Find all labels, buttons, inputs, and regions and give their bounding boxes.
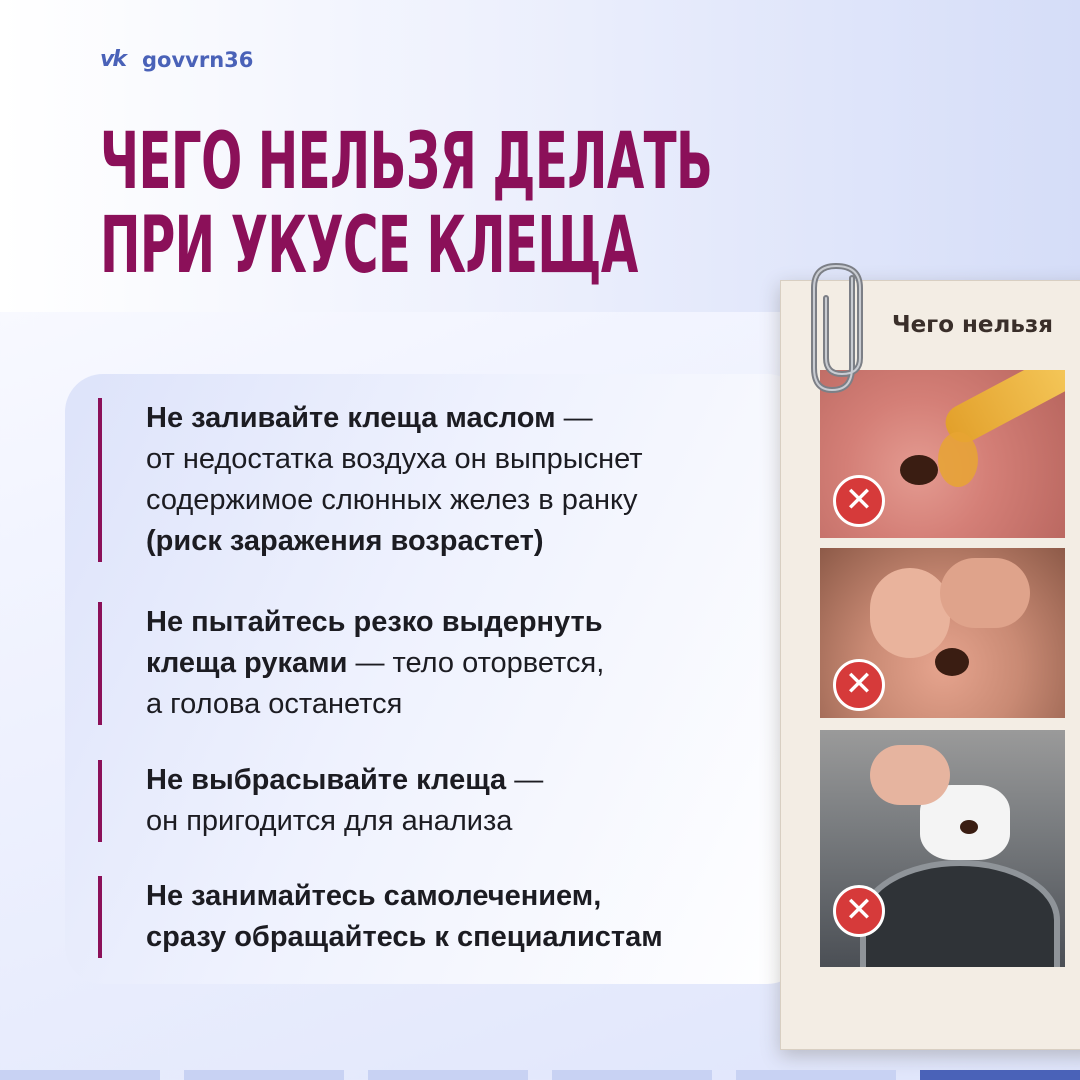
cross-icon: ✕ (833, 475, 885, 527)
tip-pull: Не пытайтесь резко выдернуть клеща руками — тело оторвется, а голова останется (98, 602, 768, 725)
tip-pull-title-2: клеща руками (146, 647, 348, 679)
tip-oil-title: Не заливайте клеща маслом (146, 402, 556, 434)
title-line-1: ЧЕГО НЕЛЬЗЯ ДЕЛАТЬ (100, 117, 713, 207)
slide-dot[interactable] (552, 1070, 712, 1080)
tip-discard-title: Не выбрасывайте клеща (146, 764, 507, 796)
brand[interactable] (100, 48, 253, 72)
cross-icon: ✕ (833, 659, 885, 711)
tip-oil-line-3: содержимое слюнных желез в ранку (146, 484, 638, 516)
vk-logo-icon: vk (100, 47, 125, 72)
brand-name: govvrn36 (142, 48, 254, 72)
tip-self-treat (98, 876, 768, 958)
tip-pull-title: Не пытайтесь резко выдернуть (146, 606, 603, 638)
slide-indicator (0, 1070, 1080, 1080)
finger-illustration-2 (940, 558, 1030, 628)
tip-self-treat-title-2: сразу обращайтесь к специалистам (146, 921, 663, 953)
trash-bin-illustration (860, 860, 1060, 967)
page-title (100, 117, 713, 291)
slide-dot[interactable] (184, 1070, 344, 1080)
photo-card-title: Чего нельзя (892, 312, 1054, 338)
tip-discard: Не выбрасывайте клеща — он пригодится для анализа (98, 760, 768, 842)
tick-illustration (900, 455, 938, 485)
title-line-2: ПРИ УКУСЕ КЛЕЩА (100, 201, 638, 291)
cross-icon: ✕ (833, 885, 885, 937)
oil-drop-illustration (938, 432, 978, 487)
tick-illustration-3 (960, 820, 978, 834)
paperclip-icon (808, 258, 876, 398)
tip-pull-line-3: а голова останется (146, 688, 403, 720)
slide-dot[interactable] (736, 1070, 896, 1080)
tip-oil-risk: (риск заражения возрастет) (146, 525, 544, 557)
slide-dot[interactable] (0, 1070, 160, 1080)
tip-self-treat-title: Не занимайтесь самолечением, (146, 880, 602, 912)
finger-illustration (870, 568, 950, 658)
slide-dot[interactable] (368, 1070, 528, 1080)
slide-dot-active[interactable] (920, 1070, 1080, 1080)
hand-illustration (870, 745, 950, 805)
tip-oil-line-2: от недостатка воздуха он выпрыснет (146, 443, 643, 475)
tip-oil: Не заливайте клеща маслом — от недостатка воздуха он выпрыснет содержимое слюнных желез в ранку (риск заражения возрастет) (98, 398, 768, 562)
tip-discard-line-2: он пригодится для анализа (146, 805, 513, 837)
tick-illustration-2 (935, 648, 969, 676)
